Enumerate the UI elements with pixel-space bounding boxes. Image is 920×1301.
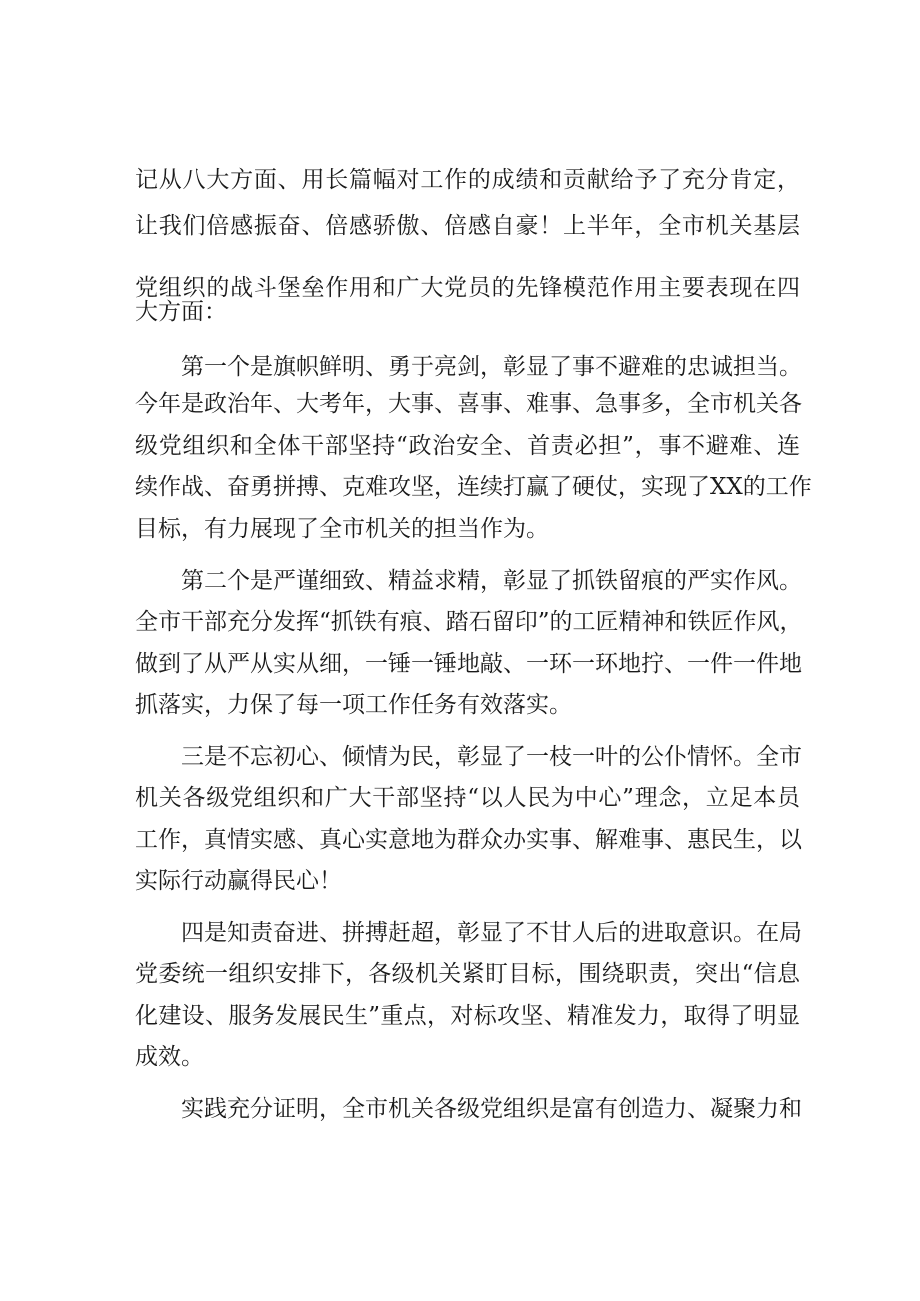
paragraph-first-line: 第一个是旗帜鲜明、勇于亮剑，彰显了事不避难的忠诚担当。 — [181, 354, 802, 380]
body-text-line: 今年是政治年、大考年，大事、喜事、难事、急事多，全市机关各 — [135, 391, 802, 417]
body-text-line: 让我们倍感振奋、倍感骄傲、倍感自豪！上半年，全市机关基层 — [135, 213, 800, 239]
body-text-line: 机关各级党组织和广大干部坚持“以人民为中心”理念，立足本员 — [135, 785, 800, 811]
paragraph-first-line: 四是知责奋进、拼搏赶超，彰显了不甘人后的进取意识。在局 — [181, 920, 802, 946]
body-text-line: 全市干部充分发挥“抓铁有痕、踏石留印”的工匠精神和铁匠作风， — [135, 609, 803, 635]
paragraph-first-line: 三是不忘初心、倾情为民，彰显了一枝一叶的公仆情怀。全市 — [181, 744, 802, 770]
body-text-line: 目标，有力展现了全市机关的担当作为。 — [135, 516, 549, 542]
body-text-line: 记从八大方面、用长篇幅对工作的成绩和贡献给予了充分肯定， — [135, 167, 800, 193]
body-text-line: 实际行动赢得民心！ — [135, 868, 342, 894]
paragraph-first-line: 实践充分证明，全市机关各级党组织是富有创造力、凝聚力和 — [181, 1096, 802, 1122]
body-text-line: 化建设、服务发展民生”重点，对标攻坚、精准发力，取得了明显 — [135, 1003, 800, 1029]
body-text-line: 做到了从严从实从细，一锤一锤地敲、一环一环地拧、一件一件地 — [135, 651, 802, 677]
body-text-line: 党组织的战斗堡垒作用和广大党员的先锋模范作用主要表现在四 — [135, 275, 800, 301]
body-text-line: 级党组织和全体干部坚持“政治安全、首责必担”，事不避难、连 — [135, 433, 800, 459]
body-text-line: 大方面： — [135, 299, 227, 325]
body-text-line: 成效。 — [135, 1044, 204, 1070]
body-text-line: 党委统一组织安排下，各级机关紧盯目标，围绕职责，突出“信息 — [135, 961, 800, 987]
body-text-line: 抓落实，力保了每一项工作任务有效落实。 — [135, 692, 572, 718]
body-text-line: 工作，真情实感、真心实意地为群众办实事、解难事、惠民生，以 — [135, 827, 802, 853]
paragraph-first-line: 第二个是严谨细致、精益求精，彰显了抓铁留痕的严实作风。 — [181, 568, 802, 594]
body-text-line: 续作战、奋勇拼搏、克难攻坚，连续打赢了硬仗，实现了XX的工作 — [135, 474, 812, 500]
